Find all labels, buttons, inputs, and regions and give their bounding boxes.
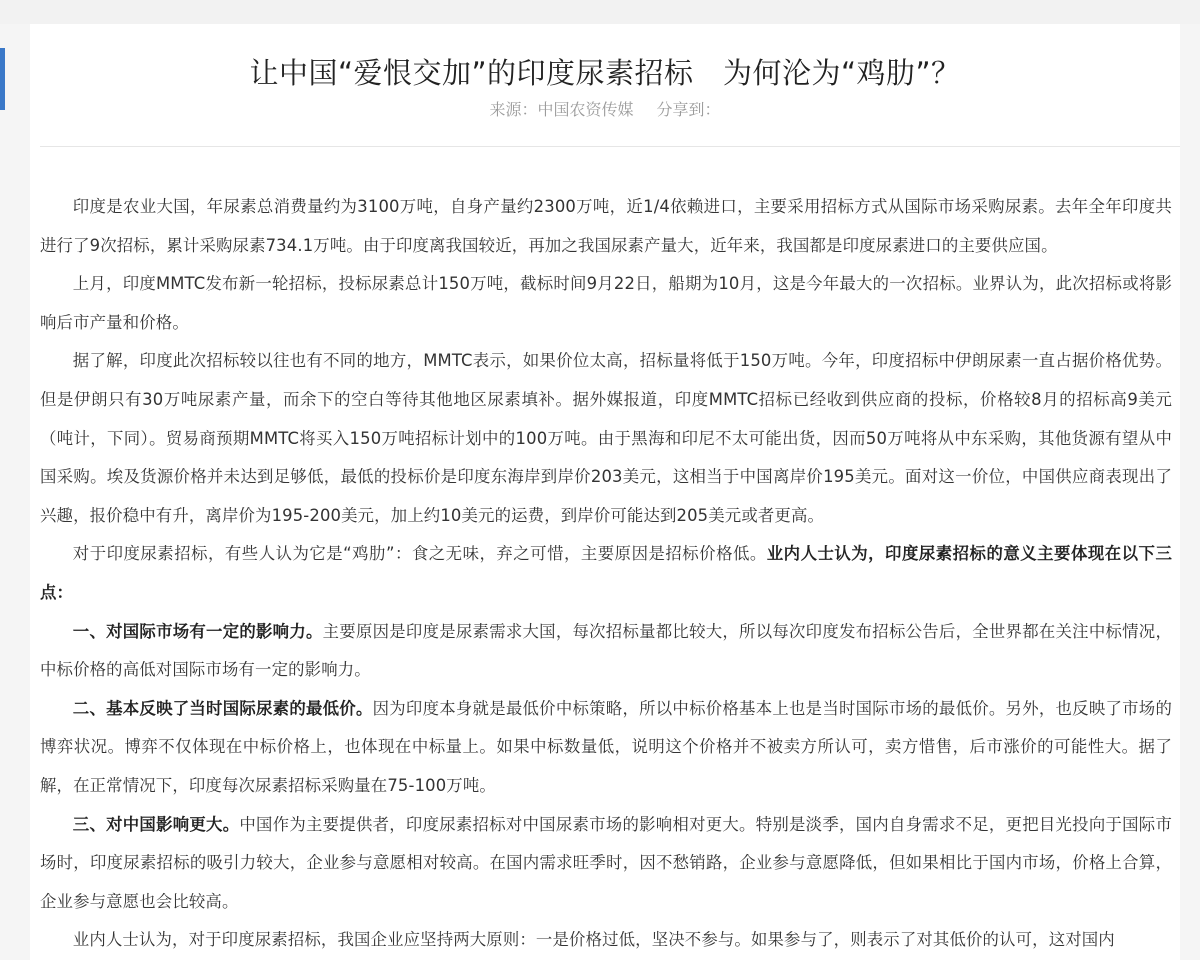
article-card <box>30 24 1180 960</box>
header-divider <box>40 146 1180 147</box>
point-three-text: 中国作为主要提供者，印度尿素招标对中国尿素市场的影响相对更大。特别是淡季，国内自身需求不足，更把目光投向于国际市场时，印度尿素招标的吸引力较大，企业参与意愿相对较高。在国内需求旺季时，因不愁销路，企业参与意愿降低，但如果相比于国内市场，价格上合算，企业参与意愿也会比较高。 <box>40 814 1172 911</box>
point-two-text: 因为印度本身就是最低价中标策略，所以中标价格基本上也是当时国际市场的最低价。另外，也反映了市场的博弈状况。博弈不仅体现在中标价格上，也体现在中标量上。如果中标数量低，说明这个价格并不被卖方所认可，卖方惜售，后市涨价的可能性大。据了解，在正常情况下，印度每次尿素招标采购量在75-100万吨。 <box>40 698 1172 795</box>
paragraph-2: 上月，印度MMTC发布新一轮招标，投标尿素总计150万吨，截标时间9月22日，船期为10月，这是今年最大的一次招标。业界认为，此次招标或将影响后市产量和价格。 <box>40 274 1172 332</box>
paragraph-6 <box>40 690 1172 806</box>
point-one-text: 主要原因是印度是尿素需求大国，每次招标量都比较大，所以每次印度发布招标公告后，全世界都在关注中标情况，中标价格的高低对国际市场有一定的影响力。 <box>40 621 1172 680</box>
top-band <box>0 0 1200 24</box>
paragraph-4-bold: 业内人士认为，印度尿素招标的意义主要体现在以下三点： <box>40 544 1172 602</box>
article-title: 让中国“爱恨交加”的印度尿素招标 为何沦为“鸡肋”？ <box>249 56 961 90</box>
source-label: 来源：中国农资传媒 <box>489 100 634 119</box>
paragraph-7 <box>40 806 1172 922</box>
article-meta <box>30 98 1180 122</box>
paragraph-5 <box>40 613 1172 690</box>
article-body <box>40 188 1172 960</box>
article-header <box>30 52 1180 122</box>
point-three-heading: 三、对中国影响更大。 <box>72 814 240 834</box>
paragraph-8: 业内人士认为，对于印度尿素招标，我国企业应坚持两大原则：一是价格过低，坚决不参与。如果参与了，则表示了对其低价的认可，这对国内 <box>72 930 1115 950</box>
paragraph-4-text: 对于印度尿素招标，有些人认为它是“鸡肋”：食之无味，弃之可惜，主要原因是招标价格低。 <box>72 544 767 564</box>
paragraph-3: 据了解，印度此次招标较以往也有不同的地方，MMTC表示，如果价位太高，招标量将低于150万吨。今年，印度招标中伊朗尿素一直占据价格优势。但是伊朗只有30万吨尿素产量，而余下的空白等待其他地区尿素填补。据外媒报道，印度MMTC招标已经收到供应商的投标，价格较8月的招标高9美元（吨计，下同）。贸易商预期MMTC将买入150万吨招标计划中的100万吨。由于黑海和印尼不太可能出货，因而50万吨将从中东采购，其他货源有望从中国采购。埃及货源价格并未达到足够低，最低的投标价是印度东海岸到岸价203美元，这相当于中国离岸价195美元。面对这一价位，中国供应商表现出了兴趣，报价稳中有升，离岸价为195-200美元，加上约10美元的运费，到岸价可能达到205美元或者更高。 <box>40 351 1172 525</box>
paragraph-4 <box>40 535 1172 612</box>
point-one-heading: 一、对国际市场有一定的影响力。 <box>72 621 323 641</box>
paragraph-1: 印度是农业大国，年尿素总消费量约为3100万吨，自身产量约2300万吨，近1/4依赖进口，主要采用招标方式从国际市场采购尿素。去年全年印度共进行了9次招标，累计采购尿素734.1万吨。由于印度离我国较近，再加之我国尿素产量大，近年来，我国都是印度尿素进口的主要供应国。 <box>40 197 1172 255</box>
point-two-heading: 二、基本反映了当时国际尿素的最低价。 <box>72 698 373 718</box>
accent-bar <box>0 48 5 110</box>
share-label[interactable]: 分享到： <box>656 100 721 119</box>
